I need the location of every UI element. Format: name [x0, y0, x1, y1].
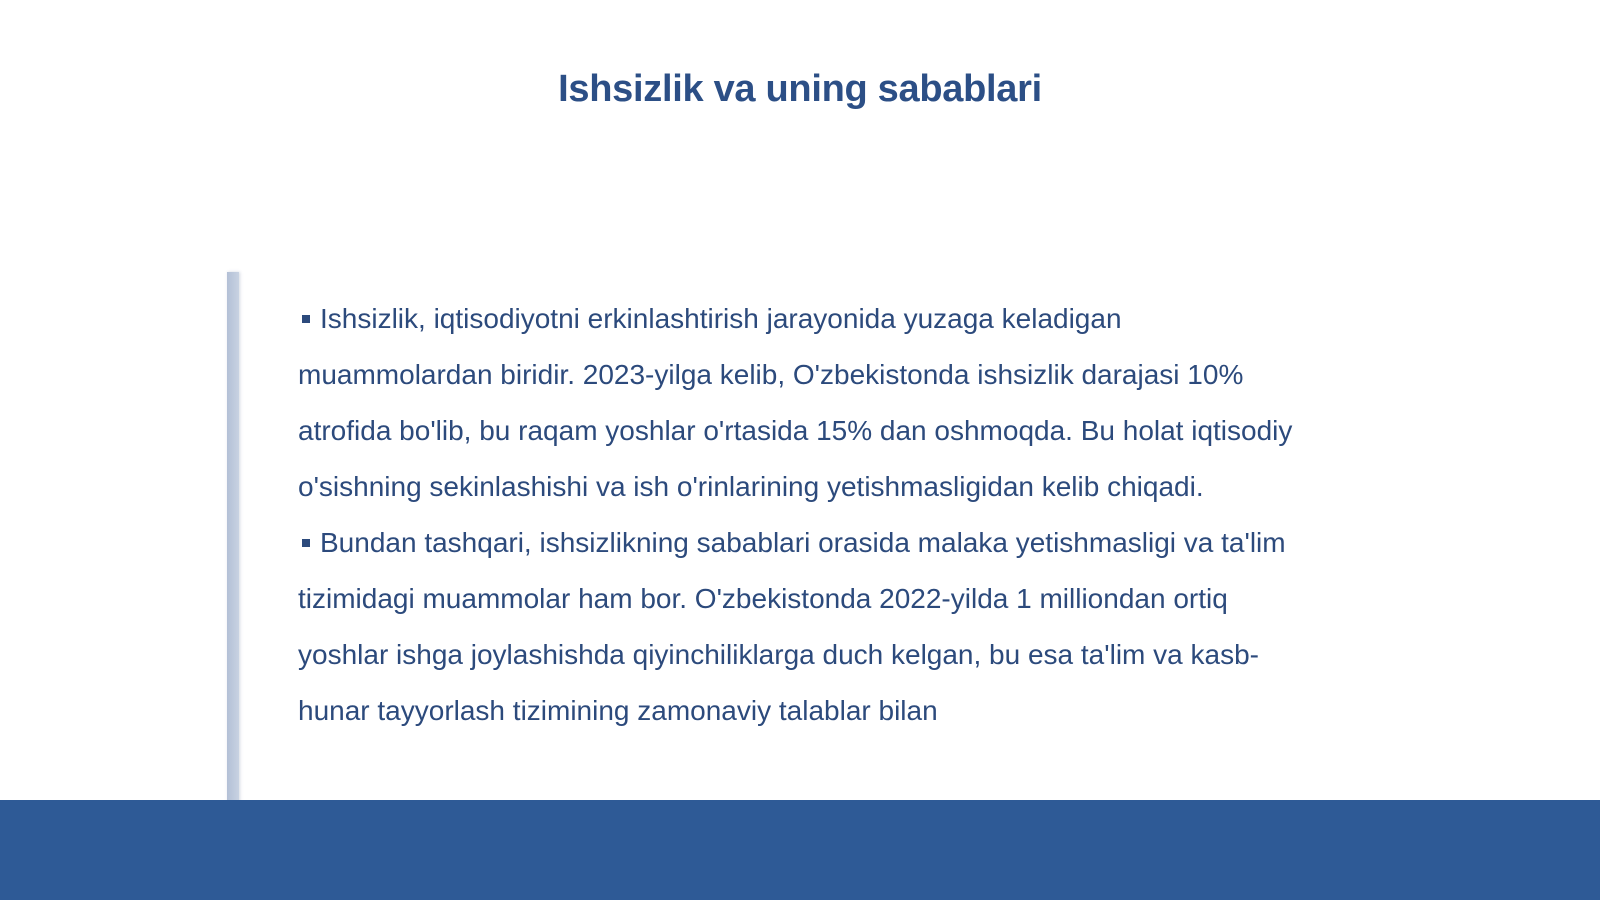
bullet-icon: [302, 539, 310, 547]
accent-bar: [227, 272, 239, 835]
slide-content: [298, 291, 1308, 739]
bullet-paragraph-2: [298, 515, 1308, 739]
footer-band: [0, 800, 1600, 900]
bullet-paragraph-1: [298, 291, 1308, 515]
paragraph-text: Ishsizlik, iqtisodiyotni erkinlashtirish jarayonida yuzaga keladigan muammolardan biridir. 2023-yilga kelib, O'zbekistonda ishsizlik darajasi 10% atrofida bo'lib, bu raqam yoshlar o'rtasida 15% dan oshmoqda. Bu holat iqtisodiy o'sishning sekinlashishi va ish o'rinlarining yetishmasligidan kelib chiqadi.: [298, 303, 1293, 502]
slide-title: Ishsizlik va uning sabablari: [558, 68, 1042, 110]
bullet-icon: [302, 315, 310, 323]
paragraph-text: Bundan tashqari, ishsizlikning sabablari orasida malaka yetishmasligi va ta'lim tizimidagi muammolar ham bor. O'zbekistonda 2022-yilda 1 milliondan ortiq yoshlar ishga joylashishda qiyinchiliklarga duch kelgan, bu esa ta'lim va kasb-hunar tayyorlash tizimining zamonaviy talablar bilan: [298, 527, 1286, 726]
